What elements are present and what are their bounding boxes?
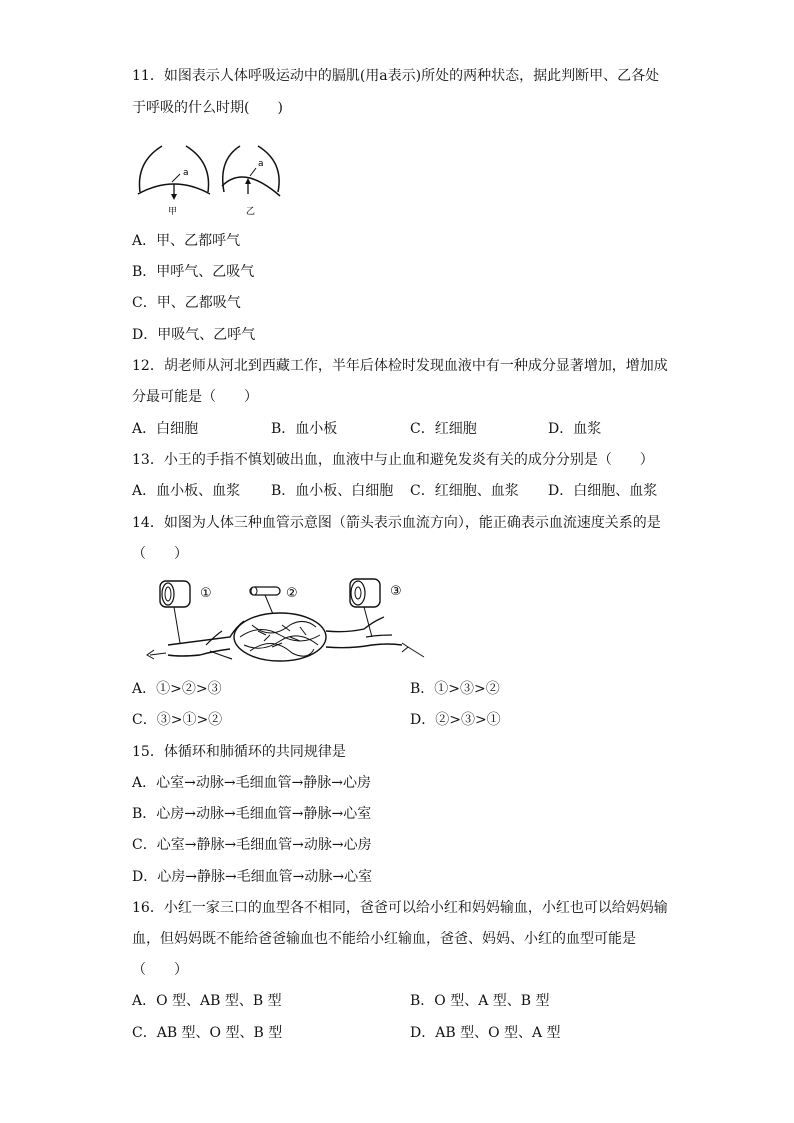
q11-fig-label-yi: 乙 (246, 207, 256, 217)
q16-option-a: A．O 型、AB 型、B 型 (132, 993, 282, 1009)
q14-stem-line1: 14．如图为人体三种血管示意图（箭头表示血流方向），能正确表示血流速度关系的是 (132, 515, 661, 531)
q16-option-c: C．AB 型、O 型、B 型 (132, 1025, 283, 1041)
q11-fig-label-jia: 甲 (168, 207, 178, 217)
q11-option-d: D．甲吸气、乙呼气 (132, 327, 256, 343)
q15-option-a: A．心室→动脉→毛细血管→静脉→心房 (132, 775, 372, 791)
q16-stem-line1: 16．小红一家三口的血型各不相同，爸爸可以给小红和妈妈输血，小红也可以给妈妈输 (132, 900, 668, 916)
q14-option-c: C．③>①>② (132, 712, 223, 728)
q13-option-b: B．血小板、白细胞 (271, 483, 394, 499)
q14-fig-label-3: ③ (390, 584, 402, 599)
q14-option-d: D．②>③>① (410, 712, 501, 728)
q11-option-b: B．甲呼气、乙吸气 (132, 264, 255, 280)
q12-option-a: A．白细胞 (132, 421, 199, 437)
q12-option-d: D．血浆 (548, 421, 602, 437)
q11-option-c: C．甲、乙都吸气 (132, 295, 241, 311)
q15-option-b: B．心房→动脉→毛细血管→静脉→心室 (132, 806, 372, 822)
q11-fig-label-a-jia: a (183, 168, 189, 178)
q14-fig-label-1: ① (200, 586, 212, 601)
q13-option-c: C．红细胞、血浆 (410, 483, 519, 499)
q15-option-d: D．心房→静脉→毛细血管→动脉→心室 (132, 869, 373, 885)
q11-stem-line2: 于呼吸的什么时期( ) (132, 100, 283, 116)
q15-stem-line1: 15．体循环和肺循环的共同规律是 (132, 744, 346, 760)
q14-fig-label-2: ② (286, 586, 298, 601)
q16-option-b: B．O 型、A 型、B 型 (410, 993, 550, 1009)
q12-option-c: C．红细胞 (410, 421, 477, 437)
q11-fig-label-a-yi: a (258, 159, 264, 169)
q13-option-d: D．白细胞、血浆 (548, 483, 658, 499)
q12-stem-line1: 12．胡老师从河北到西藏工作，半年后体检时发现血液中有一种成分显著增加，增加成 (132, 358, 668, 374)
q15-option-c: C．心室→静脉→毛细血管→动脉→心房 (132, 837, 372, 853)
q12-stem-line2: 分最可能是（ ） (132, 389, 258, 405)
q11-option-a: A．甲、乙都呼气 (132, 233, 241, 249)
q16-stem-line3: （ ） (132, 962, 188, 978)
q16-stem-line2: 血，但妈妈既不能给爸爸输血也不能给小红输血，爸爸、妈妈、小红的血型可能是 (132, 931, 636, 947)
q11-diaphragm-figure (132, 138, 292, 218)
q16-option-d: D．AB 型、O 型、A 型 (410, 1025, 561, 1041)
q14-option-b: B．①>③>② (410, 681, 500, 697)
q14-option-a: A．①>②>③ (132, 681, 222, 697)
q14-blood-vessel-figure (140, 575, 430, 670)
q14-stem-line2: （ ） (132, 546, 188, 562)
q12-option-b: B．血小板 (271, 421, 338, 437)
q13-option-a: A．血小板、血浆 (132, 483, 241, 499)
q13-stem-line1: 13．小王的手指不慎划破出血，血液中与止血和避免发炎有关的成分分别是（ ） (132, 452, 654, 468)
q11-stem-line1: 11．如图表示人体呼吸运动中的膈肌(用a表示)所处的两种状态，据此判断甲、乙各处 (132, 68, 660, 84)
